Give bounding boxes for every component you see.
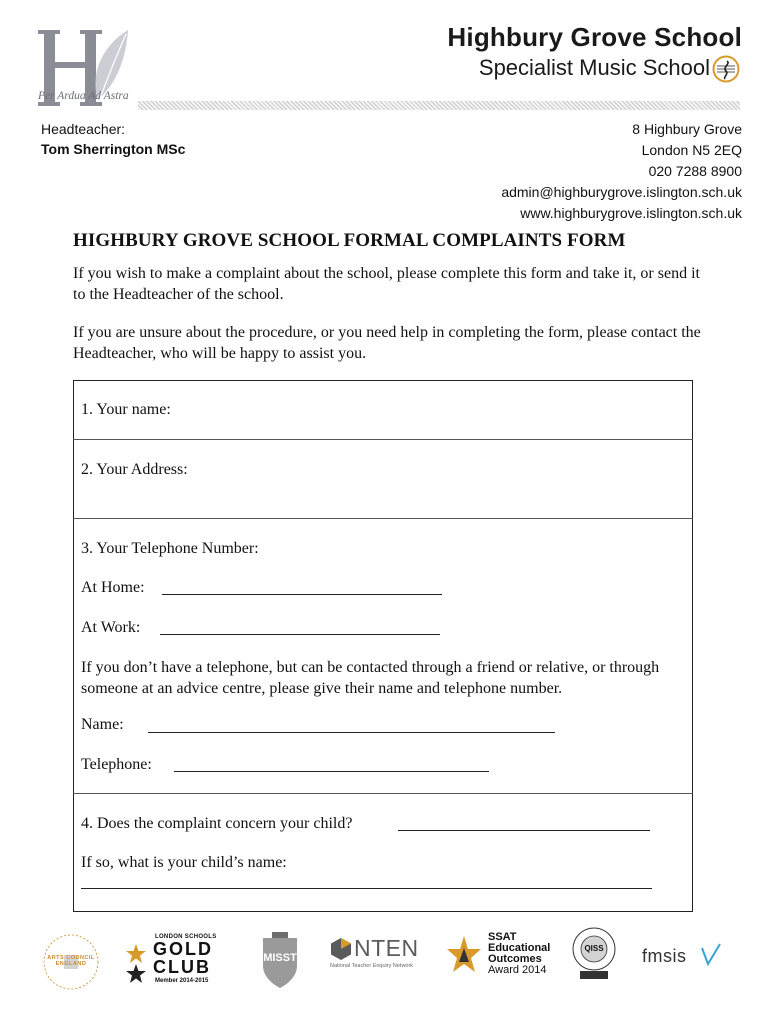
ssat-award-logo (445, 932, 560, 982)
no-telephone-note: If you don’t have a telephone, but can be contacted through a friend or relative, or through someone at an advice centre, please give their name and telephone number. (81, 659, 660, 697)
nten-logo (330, 935, 430, 975)
club-text: CLUB (153, 957, 211, 977)
form-title: HIGHBURY GROVE SCHOOL FORMAL COMPLAINTS FORM (73, 230, 626, 251)
arts-council-logo (40, 931, 102, 993)
fmsis-text: fmsis (642, 946, 687, 966)
gold-club-logo (125, 932, 225, 994)
at-home-label: At Home: (81, 579, 145, 596)
school-motto: Per Ardua Ad Astra (38, 90, 129, 102)
at-work-label: At Work: (81, 619, 141, 636)
at-home-field[interactable] (162, 594, 442, 595)
misst-logo (255, 928, 305, 992)
qiss-logo (570, 925, 618, 983)
gold-club-member-text: Member 2014-2015 (155, 978, 209, 984)
contact-telephone-field[interactable] (174, 771, 489, 772)
contact-name-field[interactable] (148, 732, 555, 733)
header-hatch-bar (138, 101, 740, 110)
child-name-field[interactable] (81, 888, 652, 889)
gold-text: GOLD (153, 939, 213, 959)
hexagon-icon (330, 937, 352, 961)
contact-name-label: Name: (81, 716, 124, 733)
divider (73, 518, 693, 519)
intro-paragraph: If you wish to make a complaint about the school, please complete this form and take it, or send it to the Headteacher of the school. (73, 265, 700, 303)
ssat-text: SSAT (488, 931, 517, 943)
star-icon (125, 942, 147, 986)
fmsis-logo (640, 942, 724, 972)
q1-your-name-label: 1. Your name: (81, 401, 171, 418)
arts-council-text: ARTS COUNCIL ENGLAND (47, 955, 95, 967)
ssat-educational-text: Educational (488, 942, 551, 954)
website-link[interactable]: www.highburygrove.islington.sch.uk (520, 205, 742, 221)
divider (73, 793, 693, 794)
ssat-star-icon (445, 934, 483, 978)
gold-club-top-text: LONDON SCHOOLS (155, 934, 217, 940)
misst-text: MISST (263, 952, 297, 964)
nten-text: NTEN (354, 935, 419, 961)
phone-number: 020 7288 8900 (648, 163, 742, 179)
child-name-label: If so, what is your child’s name: (81, 854, 287, 871)
headteacher-label: Headteacher: (41, 121, 126, 137)
at-work-field[interactable] (160, 634, 440, 635)
q3-telephone-label: 3. Your Telephone Number: (81, 540, 259, 557)
qiss-text: QISS (584, 944, 604, 953)
email-link[interactable]: admin@highburygrove.islington.sch.uk (501, 184, 742, 200)
school-subtitle: Specialist Music School (478, 55, 710, 80)
help-paragraph: If you are unsure about the procedure, or you need help in completing the form, please contact the Headteacher, who will be happy to assist you. (73, 324, 701, 362)
address-line: 8 Highbury Grove (632, 121, 742, 137)
ssat-outcomes-text: Outcomes (488, 953, 542, 965)
headteacher-name: Tom Sherrington MSc (41, 141, 186, 157)
nten-subtext: National Teacher Enquiry Network (330, 963, 414, 969)
school-name: Highbury Grove School (447, 22, 742, 52)
address-line: London N5 2EQ (641, 142, 742, 158)
divider (73, 439, 693, 440)
music-note-icon (712, 55, 740, 83)
q2-address-label: 2. Your Address: (81, 461, 188, 478)
child-concern-field[interactable] (398, 830, 650, 831)
q4-child-label: 4. Does the complaint concern your child? (81, 815, 353, 832)
contact-telephone-label: Telephone: (81, 756, 152, 773)
ssat-award-year-text: Award 2014 (488, 964, 547, 976)
